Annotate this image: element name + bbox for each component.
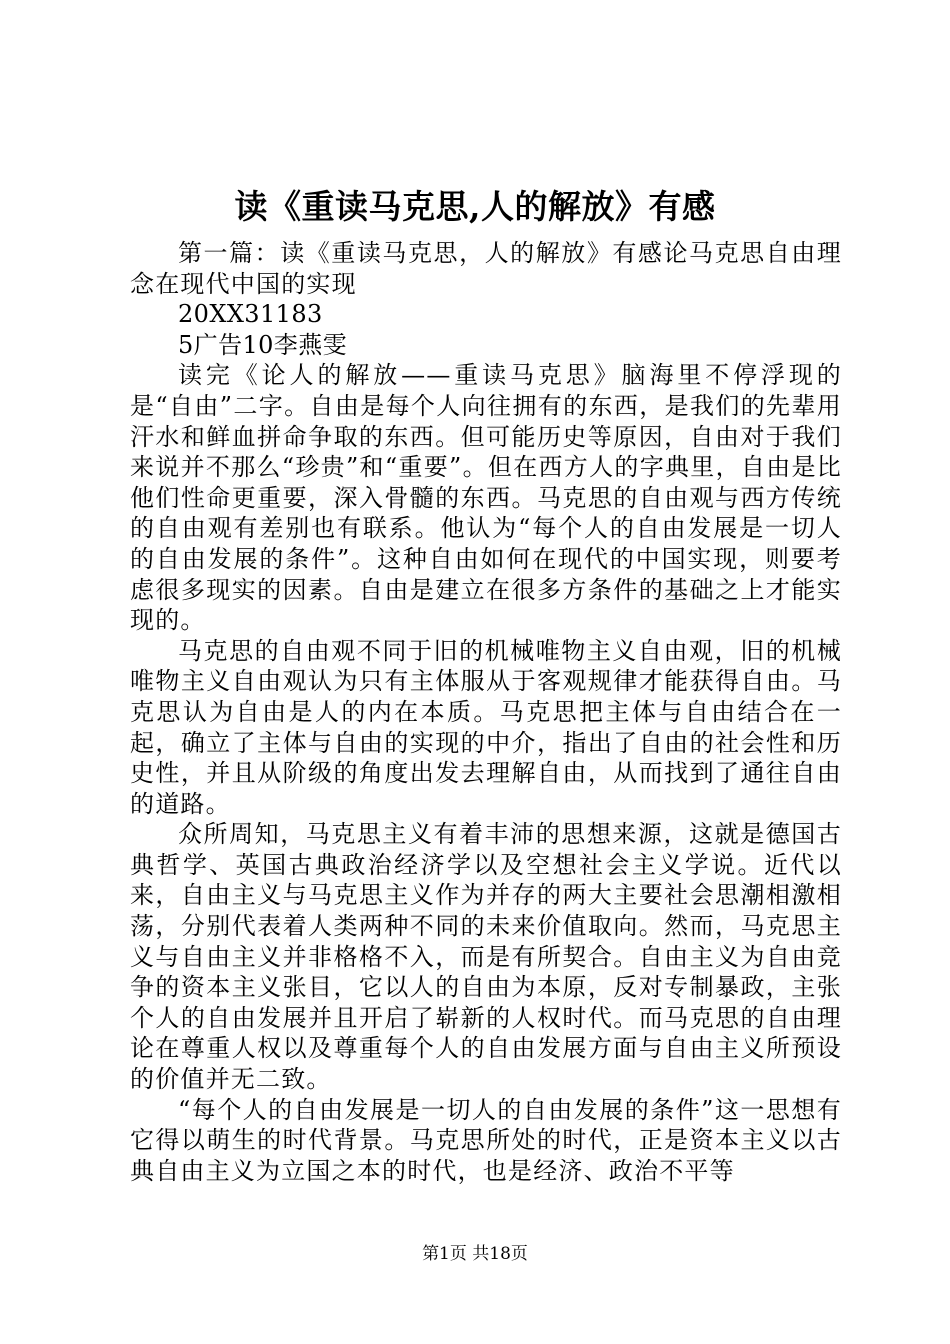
paragraph-body-4: “每个人的自由发展是一切人的自由发展的条件”这一思想有它得以萌生的时代背景。马克思所处的时代，正是资本主义以古典自由主义为立国之本的时代，也是经济、政治不平等	[130, 1095, 842, 1185]
paragraph-heading: 第一篇：读《重读马克思，人的解放》有感论马克思自由理念在现代中国的实现	[130, 239, 842, 298]
paragraph-student-id: 20XX31183	[178, 300, 323, 329]
page-footer: 第1页 共18页	[422, 1244, 528, 1264]
document-title: 读《重读马克思,人的解放》有感	[234, 187, 716, 226]
paragraph-body-2: 马克思的自由观不同于旧的机械唯物主义自由观，旧的机械唯物主义自由观认为只有主体服从于客观规律才能获得自由。马克思认为自由是人的内在本质。马克思把主体与自由结合在一起，确立了主体与自由的实现的中介，指出了自由的社会性和历史性，并且从阶级的角度出发去理解自由，从而找到了通往自由的道路。	[130, 636, 842, 818]
paragraph-author: 5广告10李燕雯	[178, 330, 348, 359]
paragraph-body-1: 读完《论人的解放——重读马克思》脑海里不停浮现的是“自由”二字。自由是每个人向往拥有的东西，是我们的先辈用汗水和鲜血拼命争取的东西。但可能历史等原因，自由对于我们来说并不那么“珍贵”和“重要”。但在西方人的字典里，自由是比他们性命更重要，深入骨髓的东西。马克思的自由观与西方传统的自由观有差别也有联系。他认为“每个人的自由发展是一切人的自由发展的条件”。这种自由如何在现代的中国实现，则要考虑很多现实的因素。自由是建立在很多方条件的基础之上才能实现的。	[130, 361, 842, 635]
paragraph-body-3: 众所周知，马克思主义有着丰沛的思想来源，这就是德国古典哲学、英国古典政治经济学以及空想社会主义学说。近代以来，自由主义与马克思主义作为并存的两大主要社会思潮相激相荡，分别代表着人类两种不同的未来价值取向。然而，马克思主义与自由主义并非格格不入，而是有所契合。自由主义为自由竞争的资本主义张目，它以人的自由为本原，反对专制暴政，主张个人的自由发展并且开启了崭新的人权时代。而马克思的自由理论在尊重人权以及尊重每个人的自由发展方面与自由主义所预设的价值并无二致。	[130, 820, 842, 1094]
document-body	[130, 238, 842, 1186]
